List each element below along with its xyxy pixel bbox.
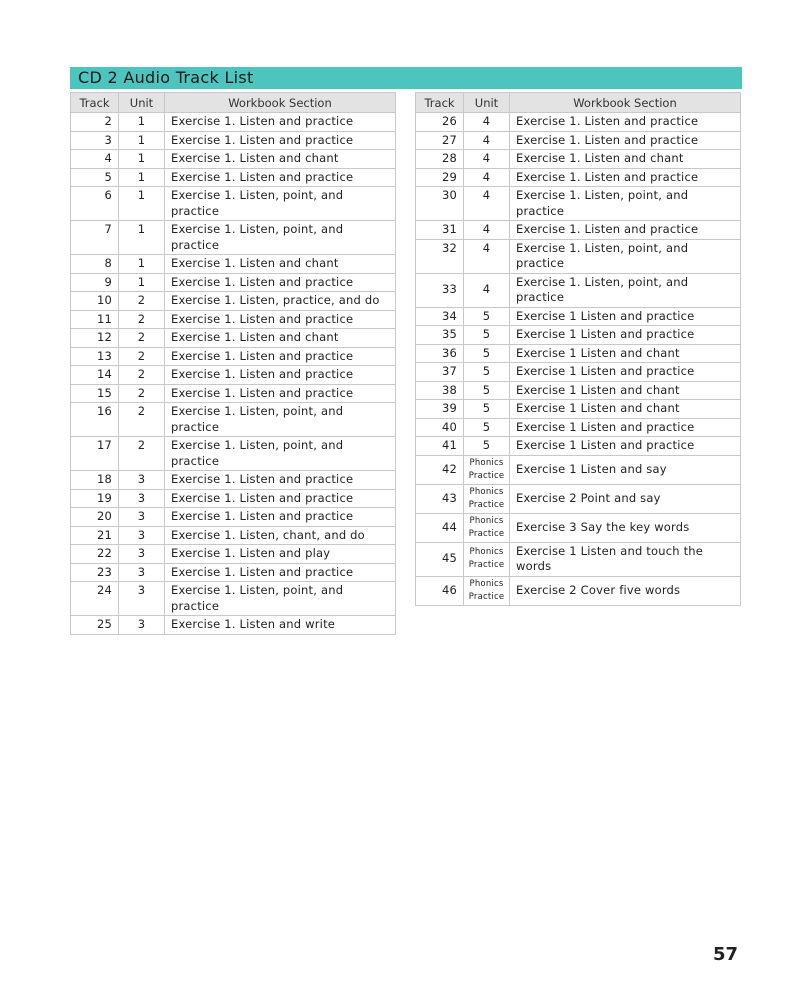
table-row (71, 310, 396, 329)
table-row (416, 221, 741, 240)
track-number-cell: 17 (71, 437, 119, 471)
table-row (71, 616, 396, 635)
unit-cell: 1 (119, 150, 165, 169)
workbook-section-cell: Exercise 1. Listen, point, and practice (165, 221, 396, 255)
track-number-cell: 44 (416, 513, 464, 542)
track-number-cell: 9 (71, 273, 119, 292)
track-number-cell: 27 (416, 131, 464, 150)
track-number-cell: 30 (416, 187, 464, 221)
workbook-section-cell: Exercise 1. Listen and practice (165, 347, 396, 366)
table-row (416, 437, 741, 456)
workbook-section-cell: Exercise 1. Listen and practice (165, 273, 396, 292)
table-row (416, 131, 741, 150)
table-row (416, 326, 741, 345)
track-table-right (415, 92, 741, 606)
unit-cell: 4 (464, 168, 510, 187)
unit-cell: 2 (119, 437, 165, 471)
workbook-section-cell: Exercise 2 Point and say (510, 484, 741, 513)
track-number-cell: 18 (71, 471, 119, 490)
table-row (71, 168, 396, 187)
unit-cell: 3 (119, 526, 165, 545)
table-row (71, 437, 396, 471)
workbook-section-cell: Exercise 1. Listen, point, and practice (165, 187, 396, 221)
track-number-cell: 41 (416, 437, 464, 456)
track-number-cell: 16 (71, 403, 119, 437)
workbook-section-cell: Exercise 1. Listen and write (165, 616, 396, 635)
track-number-cell: 22 (71, 545, 119, 564)
unit-cell: 2 (119, 347, 165, 366)
track-number-cell: 43 (416, 484, 464, 513)
track-number-cell: 3 (71, 131, 119, 150)
table-row (416, 150, 741, 169)
unit-cell: 3 (119, 582, 165, 616)
workbook-section-cell: Exercise 1. Listen and practice (165, 131, 396, 150)
unit-cell: 1 (119, 221, 165, 255)
workbook-section-cell: Exercise 1. Listen and practice (165, 471, 396, 490)
header-track: Track (71, 93, 119, 113)
workbook-section-cell: Exercise 1 Listen and practice (510, 307, 741, 326)
workbook-section-cell: Exercise 1. Listen and practice (165, 563, 396, 582)
track-number-cell: 4 (71, 150, 119, 169)
track-number-cell: 29 (416, 168, 464, 187)
workbook-section-cell: Exercise 1. Listen, point, and practice (510, 239, 741, 273)
header-unit: Unit (119, 93, 165, 113)
header-unit: Unit (464, 93, 510, 113)
unit-cell: 1 (119, 255, 165, 274)
table-row (416, 344, 741, 363)
table-row (416, 513, 741, 542)
unit-cell: 3 (119, 616, 165, 635)
workbook-section-cell: Exercise 1 Listen and touch the words (510, 542, 741, 576)
table-row (416, 239, 741, 273)
workbook-section-cell: Exercise 1. Listen and play (165, 545, 396, 564)
track-number-cell: 2 (71, 113, 119, 132)
workbook-section-cell: Exercise 1. Listen and practice (165, 508, 396, 527)
workbook-section-cell: Exercise 1. Listen and practice (510, 113, 741, 132)
unit-cell (464, 513, 510, 542)
unit-cell: 3 (119, 508, 165, 527)
workbook-section-cell: Exercise 1 Listen and practice (510, 437, 741, 456)
table-row (416, 542, 741, 576)
unit-cell: 1 (119, 113, 165, 132)
table-row (71, 187, 396, 221)
unit-cell: 4 (464, 150, 510, 169)
unit-cell: 2 (119, 366, 165, 385)
table-row (71, 384, 396, 403)
track-number-cell: 36 (416, 344, 464, 363)
unit-cell: 4 (464, 131, 510, 150)
table-header-row (71, 93, 396, 113)
track-number-cell: 8 (71, 255, 119, 274)
unit-cell (464, 484, 510, 513)
unit-cell: 2 (119, 384, 165, 403)
unit-cell (464, 455, 510, 484)
workbook-section-cell: Exercise 1 Listen and practice (510, 326, 741, 345)
table-row (416, 455, 741, 484)
track-number-cell: 32 (416, 239, 464, 273)
unit-cell (464, 542, 510, 576)
workbook-section-cell: Exercise 1 Listen and practice (510, 363, 741, 382)
track-number-cell: 13 (71, 347, 119, 366)
workbook-section-cell: Exercise 1. Listen and practice (510, 168, 741, 187)
track-number-cell: 37 (416, 363, 464, 382)
track-number-cell: 26 (416, 113, 464, 132)
track-number-cell: 42 (416, 455, 464, 484)
table-row (71, 526, 396, 545)
workbook-section-cell: Exercise 1. Listen and practice (165, 168, 396, 187)
track-number-cell: 39 (416, 400, 464, 419)
unit-cell: 5 (464, 400, 510, 419)
track-number-cell: 10 (71, 292, 119, 311)
table-row (416, 381, 741, 400)
table-row (71, 347, 396, 366)
table-row (71, 255, 396, 274)
workbook-section-cell: Exercise 1. Listen, point, and practice (165, 437, 396, 471)
unit-cell: 5 (464, 418, 510, 437)
table-row (71, 221, 396, 255)
workbook-section-cell: Exercise 3 Say the key words (510, 513, 741, 542)
workbook-section-cell: Exercise 1. Listen and chant (510, 150, 741, 169)
table-row (71, 489, 396, 508)
workbook-section-cell: Exercise 1. Listen, point, and practice (165, 582, 396, 616)
track-number-cell: 12 (71, 329, 119, 348)
table-row (71, 329, 396, 348)
table-row (71, 150, 396, 169)
track-number-cell: 6 (71, 187, 119, 221)
page-title: CD 2 Audio Track List (70, 67, 742, 89)
workbook-section-cell: Exercise 1. Listen, point, and practice (165, 403, 396, 437)
track-number-cell: 40 (416, 418, 464, 437)
track-number-cell: 46 (416, 576, 464, 605)
track-number-cell: 34 (416, 307, 464, 326)
unit-cell: 1 (119, 168, 165, 187)
unit-label: Phonics Practice (468, 578, 505, 602)
unit-cell: 4 (464, 273, 510, 307)
track-number-cell: 25 (71, 616, 119, 635)
table-row (416, 363, 741, 382)
unit-cell: 3 (119, 563, 165, 582)
workbook-section-cell: Exercise 1 Listen and chant (510, 381, 741, 400)
workbook-section-cell: Exercise 1. Listen and practice (165, 489, 396, 508)
unit-cell: 5 (464, 344, 510, 363)
table-row (71, 292, 396, 311)
unit-label: Phonics Practice (468, 457, 505, 481)
workbook-section-cell: Exercise 1 Listen and practice (510, 418, 741, 437)
table-row (416, 187, 741, 221)
workbook-section-cell: Exercise 1. Listen and chant (165, 150, 396, 169)
unit-cell: 4 (464, 113, 510, 132)
workbook-section-cell: Exercise 1. Listen and practice (510, 131, 741, 150)
table-row (416, 400, 741, 419)
table-row (71, 582, 396, 616)
workbook-section-cell: Exercise 1. Listen, point, and practice (510, 273, 741, 307)
track-number-cell: 20 (71, 508, 119, 527)
table-row (71, 563, 396, 582)
workbook-section-cell: Exercise 1. Listen and chant (165, 329, 396, 348)
workbook-section-cell: Exercise 1. Listen, point, and practice (510, 187, 741, 221)
workbook-section-cell: Exercise 2 Cover five words (510, 576, 741, 605)
workbook-section-cell: Exercise 1 Listen and chant (510, 400, 741, 419)
track-number-cell: 38 (416, 381, 464, 400)
workbook-section-cell: Exercise 1. Listen and practice (165, 113, 396, 132)
track-number-cell: 19 (71, 489, 119, 508)
workbook-section-cell: Exercise 1. Listen and practice (165, 384, 396, 403)
page-number: 57 (712, 944, 738, 965)
table-row (416, 576, 741, 605)
track-number-cell: 14 (71, 366, 119, 385)
workbook-section-cell: Exercise 1. Listen, practice, and do (165, 292, 396, 311)
unit-cell: 4 (464, 239, 510, 273)
table-row (416, 484, 741, 513)
track-number-cell: 15 (71, 384, 119, 403)
track-number-cell: 45 (416, 542, 464, 576)
unit-cell: 5 (464, 381, 510, 400)
track-number-cell: 11 (71, 310, 119, 329)
header-workbook-section: Workbook Section (165, 93, 396, 113)
header-track: Track (416, 93, 464, 113)
unit-cell: 5 (464, 307, 510, 326)
workbook-section-cell: Exercise 1 Listen and chant (510, 344, 741, 363)
unit-cell: 4 (464, 187, 510, 221)
track-table-left (70, 92, 396, 635)
unit-cell: 2 (119, 329, 165, 348)
table-row (71, 403, 396, 437)
workbook-section-cell: Exercise 1. Listen and practice (165, 310, 396, 329)
table-row (416, 273, 741, 307)
unit-cell: 5 (464, 363, 510, 382)
table-row (71, 545, 396, 564)
table-row (71, 131, 396, 150)
track-number-cell: 23 (71, 563, 119, 582)
track-number-cell: 33 (416, 273, 464, 307)
header-workbook-section: Workbook Section (510, 93, 741, 113)
workbook-section-cell: Exercise 1. Listen, chant, and do (165, 526, 396, 545)
workbook-section-cell: Exercise 1. Listen and chant (165, 255, 396, 274)
unit-cell: 3 (119, 545, 165, 564)
unit-cell (464, 576, 510, 605)
track-number-cell: 5 (71, 168, 119, 187)
track-number-cell: 35 (416, 326, 464, 345)
track-number-cell: 21 (71, 526, 119, 545)
unit-cell: 4 (464, 221, 510, 240)
table-row (416, 113, 741, 132)
track-number-cell: 24 (71, 582, 119, 616)
table-row (71, 366, 396, 385)
unit-cell: 1 (119, 273, 165, 292)
unit-cell: 1 (119, 131, 165, 150)
unit-label: Phonics Practice (468, 486, 505, 510)
table-header-row (416, 93, 741, 113)
table-row (416, 307, 741, 326)
table-row (71, 508, 396, 527)
table-row (71, 113, 396, 132)
unit-cell: 2 (119, 292, 165, 311)
unit-cell: 3 (119, 471, 165, 490)
table-row (71, 471, 396, 490)
unit-cell: 5 (464, 326, 510, 345)
table-row (71, 273, 396, 292)
unit-label: Phonics Practice (468, 547, 505, 570)
unit-cell: 2 (119, 403, 165, 437)
workbook-section-cell: Exercise 1. Listen and practice (165, 366, 396, 385)
unit-cell: 2 (119, 310, 165, 329)
unit-cell: 1 (119, 187, 165, 221)
track-number-cell: 31 (416, 221, 464, 240)
table-row (416, 168, 741, 187)
unit-label: Phonics Practice (468, 515, 505, 539)
track-number-cell: 28 (416, 150, 464, 169)
unit-cell: 5 (464, 437, 510, 456)
workbook-section-cell: Exercise 1 Listen and say (510, 455, 741, 484)
track-number-cell: 7 (71, 221, 119, 255)
unit-cell: 3 (119, 489, 165, 508)
workbook-section-cell: Exercise 1. Listen and practice (510, 221, 741, 240)
table-row (416, 418, 741, 437)
